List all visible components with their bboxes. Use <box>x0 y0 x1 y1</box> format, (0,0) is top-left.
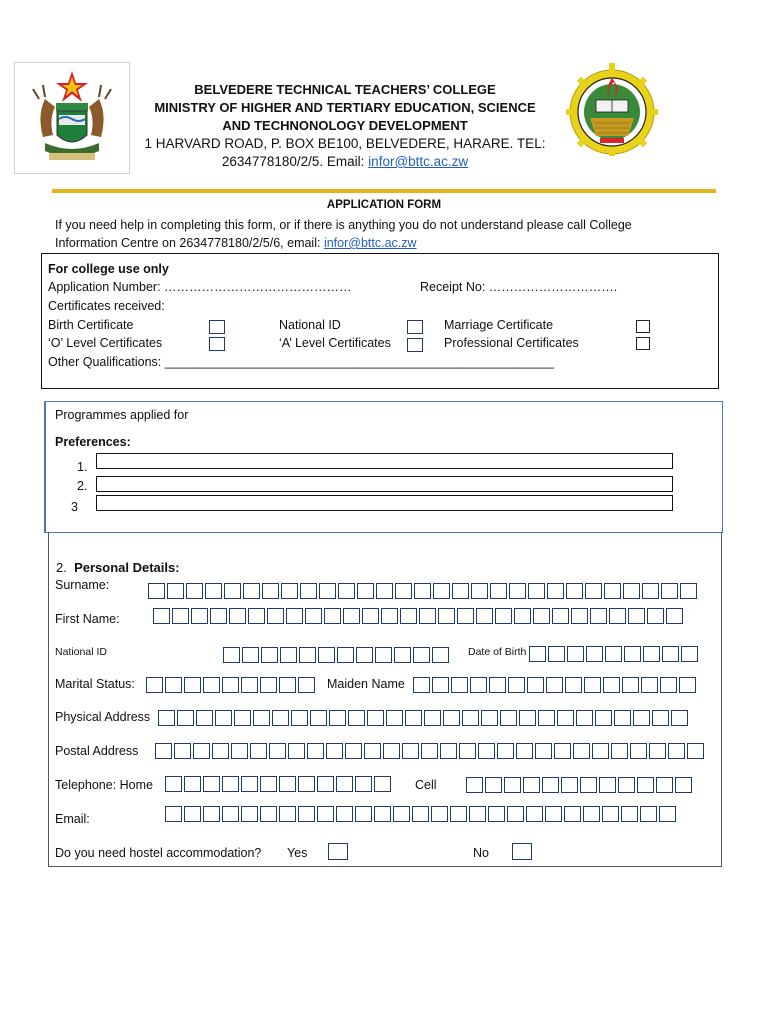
char-cell[interactable] <box>167 583 184 599</box>
char-cell[interactable] <box>573 743 590 759</box>
char-cell[interactable] <box>680 583 697 599</box>
char-cell[interactable] <box>622 677 639 693</box>
a-level-label: ‘A’ Level Certificates <box>279 336 391 350</box>
char-cell[interactable] <box>554 743 571 759</box>
char-cell[interactable] <box>402 743 419 759</box>
char-cell[interactable] <box>260 776 277 792</box>
char-cell[interactable] <box>280 647 297 663</box>
char-cell[interactable] <box>165 806 182 822</box>
char-cell[interactable] <box>611 743 628 759</box>
o-level-checkbox[interactable] <box>209 337 225 351</box>
header-email-link[interactable]: infor@bttc.ac.zw <box>368 154 469 169</box>
char-cell[interactable] <box>153 608 170 624</box>
char-cell[interactable] <box>431 806 448 822</box>
preference-3-input[interactable] <box>96 495 673 511</box>
college-seal-logo <box>566 62 658 156</box>
char-cell[interactable] <box>165 776 182 792</box>
char-cell[interactable] <box>177 710 194 726</box>
char-cell[interactable] <box>186 583 203 599</box>
char-cell[interactable] <box>215 710 232 726</box>
char-cell[interactable] <box>679 677 696 693</box>
char-cell[interactable] <box>395 583 412 599</box>
char-cell[interactable] <box>450 806 467 822</box>
char-cell[interactable] <box>590 608 607 624</box>
maiden-name-input[interactable] <box>413 677 698 693</box>
preference-2-input[interactable] <box>96 476 673 492</box>
char-cell[interactable] <box>432 677 449 693</box>
char-cell[interactable] <box>184 677 201 693</box>
char-cell[interactable] <box>552 608 569 624</box>
char-cell[interactable] <box>299 647 316 663</box>
char-cell[interactable] <box>267 608 284 624</box>
char-cell[interactable] <box>604 583 621 599</box>
char-cell[interactable] <box>317 806 334 822</box>
char-cell[interactable] <box>241 776 258 792</box>
char-cell[interactable] <box>174 743 191 759</box>
char-cell[interactable] <box>376 583 393 599</box>
ministry-line-1: MINISTRY OF HIGHER AND TERTIARY EDUCATION, SCIENCE <box>154 100 536 115</box>
char-cell[interactable] <box>542 777 559 793</box>
char-cell[interactable] <box>191 608 208 624</box>
char-cell[interactable] <box>471 583 488 599</box>
char-cell[interactable] <box>203 776 220 792</box>
char-cell[interactable] <box>580 777 597 793</box>
char-cell[interactable] <box>647 608 664 624</box>
char-cell[interactable] <box>172 608 189 624</box>
char-cell[interactable] <box>165 677 182 693</box>
college-use-heading: For college use only <box>48 262 169 276</box>
ministry-line-2: AND TECHNONOLOGY DEVELOPMENT <box>222 118 468 133</box>
char-cell[interactable] <box>146 677 163 693</box>
char-cell[interactable] <box>535 743 552 759</box>
char-cell[interactable] <box>158 710 175 726</box>
date-of-birth-label: Date of Birth <box>468 646 527 658</box>
char-cell[interactable] <box>355 806 372 822</box>
header-divider <box>52 189 716 193</box>
char-cell[interactable] <box>413 647 430 663</box>
marital-status-input[interactable] <box>146 677 317 693</box>
char-cell[interactable] <box>548 646 565 662</box>
char-cell[interactable] <box>260 806 277 822</box>
preference-3-label: 3 <box>71 500 78 514</box>
char-cell[interactable] <box>223 647 240 663</box>
char-cell[interactable] <box>478 743 495 759</box>
surname-label: Surname: <box>55 578 110 592</box>
marriage-certificate-checkbox[interactable] <box>636 320 650 333</box>
postal-address-label: Postal Address <box>55 744 139 758</box>
char-cell[interactable] <box>193 743 210 759</box>
char-cell[interactable] <box>319 583 336 599</box>
char-cell[interactable] <box>666 608 683 624</box>
char-cell[interactable] <box>668 743 685 759</box>
hostel-no-label: No <box>473 846 489 860</box>
char-cell[interactable] <box>504 777 521 793</box>
birth-certificate-label: Birth Certificate <box>48 318 134 332</box>
char-cell[interactable] <box>656 777 673 793</box>
char-cell[interactable] <box>155 743 172 759</box>
char-cell[interactable] <box>516 743 533 759</box>
char-cell[interactable] <box>507 806 524 822</box>
postal-address-input[interactable] <box>155 743 706 759</box>
char-cell[interactable] <box>212 743 229 759</box>
char-cell[interactable] <box>642 583 659 599</box>
intro-line-1: If you need help in completing this form, or if there is anything you do not understand please call College <box>55 218 632 232</box>
char-cell[interactable] <box>469 806 486 822</box>
char-cell[interactable] <box>348 710 365 726</box>
email-input[interactable] <box>165 806 678 822</box>
char-cell[interactable] <box>286 608 303 624</box>
char-cell[interactable] <box>279 677 296 693</box>
char-cell[interactable] <box>329 710 346 726</box>
college-use-section <box>41 253 719 389</box>
char-cell[interactable] <box>222 806 239 822</box>
char-cell[interactable] <box>250 743 267 759</box>
char-cell[interactable] <box>253 710 270 726</box>
char-cell[interactable] <box>687 743 704 759</box>
char-cell[interactable] <box>343 608 360 624</box>
char-cell[interactable] <box>393 806 410 822</box>
char-cell[interactable] <box>262 583 279 599</box>
intro-text <box>55 216 715 252</box>
char-cell[interactable] <box>586 646 603 662</box>
char-cell[interactable] <box>547 583 564 599</box>
char-cell[interactable] <box>576 710 593 726</box>
marriage-certificate-label: Marriage Certificate <box>444 318 554 332</box>
char-cell[interactable] <box>466 777 483 793</box>
char-cell[interactable] <box>452 583 469 599</box>
college-name: BELVEDERE TECHNICAL TEACHERS’ COLLEGE <box>194 82 496 97</box>
char-cell[interactable] <box>519 710 536 726</box>
char-cell[interactable] <box>609 608 626 624</box>
char-cell[interactable] <box>298 776 315 792</box>
char-cell[interactable] <box>242 647 259 663</box>
char-cell[interactable] <box>599 777 616 793</box>
char-cell[interactable] <box>624 646 641 662</box>
first-name-label: First Name: <box>55 612 120 626</box>
char-cell[interactable] <box>481 710 498 726</box>
birth-certificate-checkbox[interactable] <box>209 320 225 334</box>
marital-status-label: Marital Status: <box>55 677 135 691</box>
char-cell[interactable] <box>231 743 248 759</box>
phone-email-line <box>140 153 550 171</box>
char-cell[interactable] <box>633 710 650 726</box>
char-cell[interactable] <box>595 710 612 726</box>
email-label: Email: <box>55 812 90 826</box>
char-cell[interactable] <box>508 677 525 693</box>
char-cell[interactable] <box>241 677 258 693</box>
char-cell[interactable] <box>261 647 278 663</box>
professional-certificates-label: Professional Certificates <box>444 336 579 350</box>
char-cell[interactable] <box>567 646 584 662</box>
char-cell[interactable] <box>533 608 550 624</box>
certificates-received-label: Certificates received: <box>48 299 165 313</box>
char-cell[interactable] <box>300 583 317 599</box>
char-cell[interactable] <box>433 583 450 599</box>
personal-details-title: Personal Details: <box>74 560 180 575</box>
char-cell[interactable] <box>356 647 373 663</box>
char-cell[interactable] <box>527 677 544 693</box>
hostel-no-checkbox[interactable] <box>512 843 532 860</box>
cell-input[interactable] <box>466 777 694 793</box>
telephone-home-label: Telephone: Home <box>55 778 153 792</box>
char-cell[interactable] <box>357 583 374 599</box>
char-cell[interactable] <box>641 677 658 693</box>
char-cell[interactable] <box>509 583 526 599</box>
letterhead <box>140 81 550 171</box>
personal-details-heading <box>56 560 180 575</box>
char-cell[interactable] <box>490 583 507 599</box>
char-cell[interactable] <box>318 647 335 663</box>
char-cell[interactable] <box>565 677 582 693</box>
char-cell[interactable] <box>470 677 487 693</box>
char-cell[interactable] <box>310 710 327 726</box>
char-cell[interactable] <box>424 710 441 726</box>
char-cell[interactable] <box>367 710 384 726</box>
char-cell[interactable] <box>671 710 688 726</box>
char-cell[interactable] <box>336 806 353 822</box>
char-cell[interactable] <box>307 743 324 759</box>
form-title: APPLICATION FORM <box>326 199 442 211</box>
char-cell[interactable] <box>652 710 669 726</box>
char-cell[interactable] <box>324 608 341 624</box>
phone-prefix: 2634778180/2/5. Email: <box>221 154 369 169</box>
o-level-label: ‘O’ Level Certificates <box>48 336 163 350</box>
char-cell[interactable] <box>184 776 201 792</box>
char-cell[interactable] <box>291 710 308 726</box>
preference-1-label: 1. <box>77 460 88 474</box>
char-cell[interactable] <box>440 743 457 759</box>
char-cell[interactable] <box>305 608 322 624</box>
char-cell[interactable] <box>234 710 251 726</box>
intro-line-2 <box>55 234 715 252</box>
char-cell[interactable] <box>414 583 431 599</box>
char-cell[interactable] <box>443 710 460 726</box>
char-cell[interactable] <box>338 583 355 599</box>
char-cell[interactable] <box>148 583 165 599</box>
char-cell[interactable] <box>628 608 645 624</box>
char-cell[interactable] <box>592 743 609 759</box>
hostel-question: Do you need hostel accommodation? <box>55 846 262 860</box>
char-cell[interactable] <box>269 743 286 759</box>
char-cell[interactable] <box>336 776 353 792</box>
char-cell[interactable] <box>386 710 403 726</box>
char-cell[interactable] <box>241 806 258 822</box>
char-cell[interactable] <box>514 608 531 624</box>
char-cell[interactable] <box>571 608 588 624</box>
physical-address-label: Physical Address <box>55 710 151 724</box>
preferences-label: Preferences: <box>55 435 131 449</box>
char-cell[interactable] <box>362 608 379 624</box>
hostel-yes-label: Yes <box>287 846 308 860</box>
char-cell[interactable] <box>432 647 449 663</box>
char-cell[interactable] <box>243 583 260 599</box>
char-cell[interactable] <box>279 776 296 792</box>
char-cell[interactable] <box>451 677 468 693</box>
char-cell[interactable] <box>485 777 502 793</box>
physical-address-input[interactable] <box>158 710 690 726</box>
college-seal-icon <box>566 62 658 156</box>
char-cell[interactable] <box>662 646 679 662</box>
char-cell[interactable] <box>637 777 654 793</box>
char-cell[interactable] <box>419 608 436 624</box>
receipt-number-field[interactable]: Receipt No: …………………………. <box>420 280 618 294</box>
char-cell[interactable] <box>489 677 506 693</box>
char-cell[interactable] <box>675 777 692 793</box>
surname-input[interactable] <box>148 583 699 599</box>
char-cell[interactable] <box>488 806 505 822</box>
char-cell[interactable] <box>602 806 619 822</box>
char-cell[interactable] <box>438 608 455 624</box>
char-cell[interactable] <box>528 583 545 599</box>
intro-line-2-prefix: Information Centre on 2634778180/2/5/6, email: <box>55 236 324 250</box>
national-id-field-label: National ID <box>55 646 107 658</box>
char-cell[interactable] <box>459 743 476 759</box>
intro-email-link[interactable]: infor@bttc.ac.zw <box>323 236 417 250</box>
char-cell[interactable] <box>374 776 391 792</box>
char-cell[interactable] <box>205 583 222 599</box>
application-number-field[interactable]: Application Number: ……………………………………… <box>48 280 352 294</box>
char-cell[interactable] <box>298 677 315 693</box>
char-cell[interactable] <box>317 776 334 792</box>
char-cell[interactable] <box>222 776 239 792</box>
char-cell[interactable] <box>413 677 430 693</box>
char-cell[interactable] <box>640 806 657 822</box>
char-cell[interactable] <box>383 743 400 759</box>
char-cell[interactable] <box>462 710 479 726</box>
char-cell[interactable] <box>614 710 631 726</box>
char-cell[interactable] <box>660 677 677 693</box>
char-cell[interactable] <box>364 743 381 759</box>
char-cell[interactable] <box>618 777 635 793</box>
char-cell[interactable] <box>643 646 660 662</box>
char-cell[interactable] <box>375 647 392 663</box>
char-cell[interactable] <box>400 608 417 624</box>
char-cell[interactable] <box>260 677 277 693</box>
address-line: 1 HARVARD ROAD, P. BOX BE100, BELVEDERE, HARARE. TEL: <box>144 136 546 151</box>
maiden-name-label: Maiden Name <box>327 677 405 691</box>
professional-certificates-checkbox[interactable] <box>636 337 650 350</box>
char-cell[interactable] <box>603 677 620 693</box>
first-name-input[interactable] <box>153 608 685 624</box>
char-cell[interactable] <box>476 608 493 624</box>
char-cell[interactable] <box>229 608 246 624</box>
char-cell[interactable] <box>538 710 555 726</box>
char-cell[interactable] <box>583 806 600 822</box>
char-cell[interactable] <box>523 777 540 793</box>
char-cell[interactable] <box>457 608 474 624</box>
char-cell[interactable] <box>381 608 398 624</box>
char-cell[interactable] <box>495 608 512 624</box>
char-cell[interactable] <box>421 743 438 759</box>
section-number: 2. <box>56 560 67 575</box>
char-cell[interactable] <box>412 806 429 822</box>
preference-2-label: 2. <box>77 479 88 493</box>
char-cell[interactable] <box>661 583 678 599</box>
char-cell[interactable] <box>196 710 213 726</box>
char-cell[interactable] <box>281 583 298 599</box>
char-cell[interactable] <box>298 806 315 822</box>
char-cell[interactable] <box>564 806 581 822</box>
char-cell[interactable] <box>621 806 638 822</box>
char-cell[interactable] <box>605 646 622 662</box>
char-cell[interactable] <box>584 677 601 693</box>
char-cell[interactable] <box>566 583 583 599</box>
char-cell[interactable] <box>326 743 343 759</box>
national-id-input[interactable] <box>223 647 451 663</box>
coat-of-arms-logo <box>14 62 130 174</box>
char-cell[interactable] <box>659 806 676 822</box>
other-qualifications-field[interactable]: Other Qualifications: ________________________________________________________ <box>48 355 555 369</box>
national-id-label: National ID <box>279 318 341 332</box>
char-cell[interactable] <box>374 806 391 822</box>
char-cell[interactable] <box>561 777 578 793</box>
char-cell[interactable] <box>545 806 562 822</box>
char-cell[interactable] <box>500 710 517 726</box>
hostel-yes-checkbox[interactable] <box>328 843 348 860</box>
date-of-birth-input[interactable] <box>529 646 700 662</box>
char-cell[interactable] <box>681 646 698 662</box>
char-cell[interactable] <box>497 743 514 759</box>
a-level-checkbox[interactable] <box>407 338 423 352</box>
char-cell[interactable] <box>649 743 666 759</box>
char-cell[interactable] <box>529 646 546 662</box>
char-cell[interactable] <box>222 677 239 693</box>
char-cell[interactable] <box>288 743 305 759</box>
char-cell[interactable] <box>585 583 602 599</box>
cell-label: Cell <box>415 778 437 792</box>
char-cell[interactable] <box>623 583 640 599</box>
national-id-checkbox[interactable] <box>407 320 423 334</box>
char-cell[interactable] <box>526 806 543 822</box>
coat-of-arms-icon <box>15 63 129 173</box>
char-cell[interactable] <box>546 677 563 693</box>
char-cell[interactable] <box>355 776 372 792</box>
preference-1-input[interactable] <box>96 453 673 469</box>
char-cell[interactable] <box>210 608 227 624</box>
char-cell[interactable] <box>345 743 362 759</box>
char-cell[interactable] <box>337 647 354 663</box>
char-cell[interactable] <box>405 710 422 726</box>
char-cell[interactable] <box>203 806 220 822</box>
telephone-home-input[interactable] <box>165 776 393 792</box>
char-cell[interactable] <box>630 743 647 759</box>
char-cell[interactable] <box>203 677 220 693</box>
char-cell[interactable] <box>224 583 241 599</box>
char-cell[interactable] <box>184 806 201 822</box>
char-cell[interactable] <box>248 608 265 624</box>
programmes-heading: Programmes applied for <box>55 408 189 422</box>
char-cell[interactable] <box>272 710 289 726</box>
char-cell[interactable] <box>279 806 296 822</box>
char-cell[interactable] <box>394 647 411 663</box>
char-cell[interactable] <box>557 710 574 726</box>
